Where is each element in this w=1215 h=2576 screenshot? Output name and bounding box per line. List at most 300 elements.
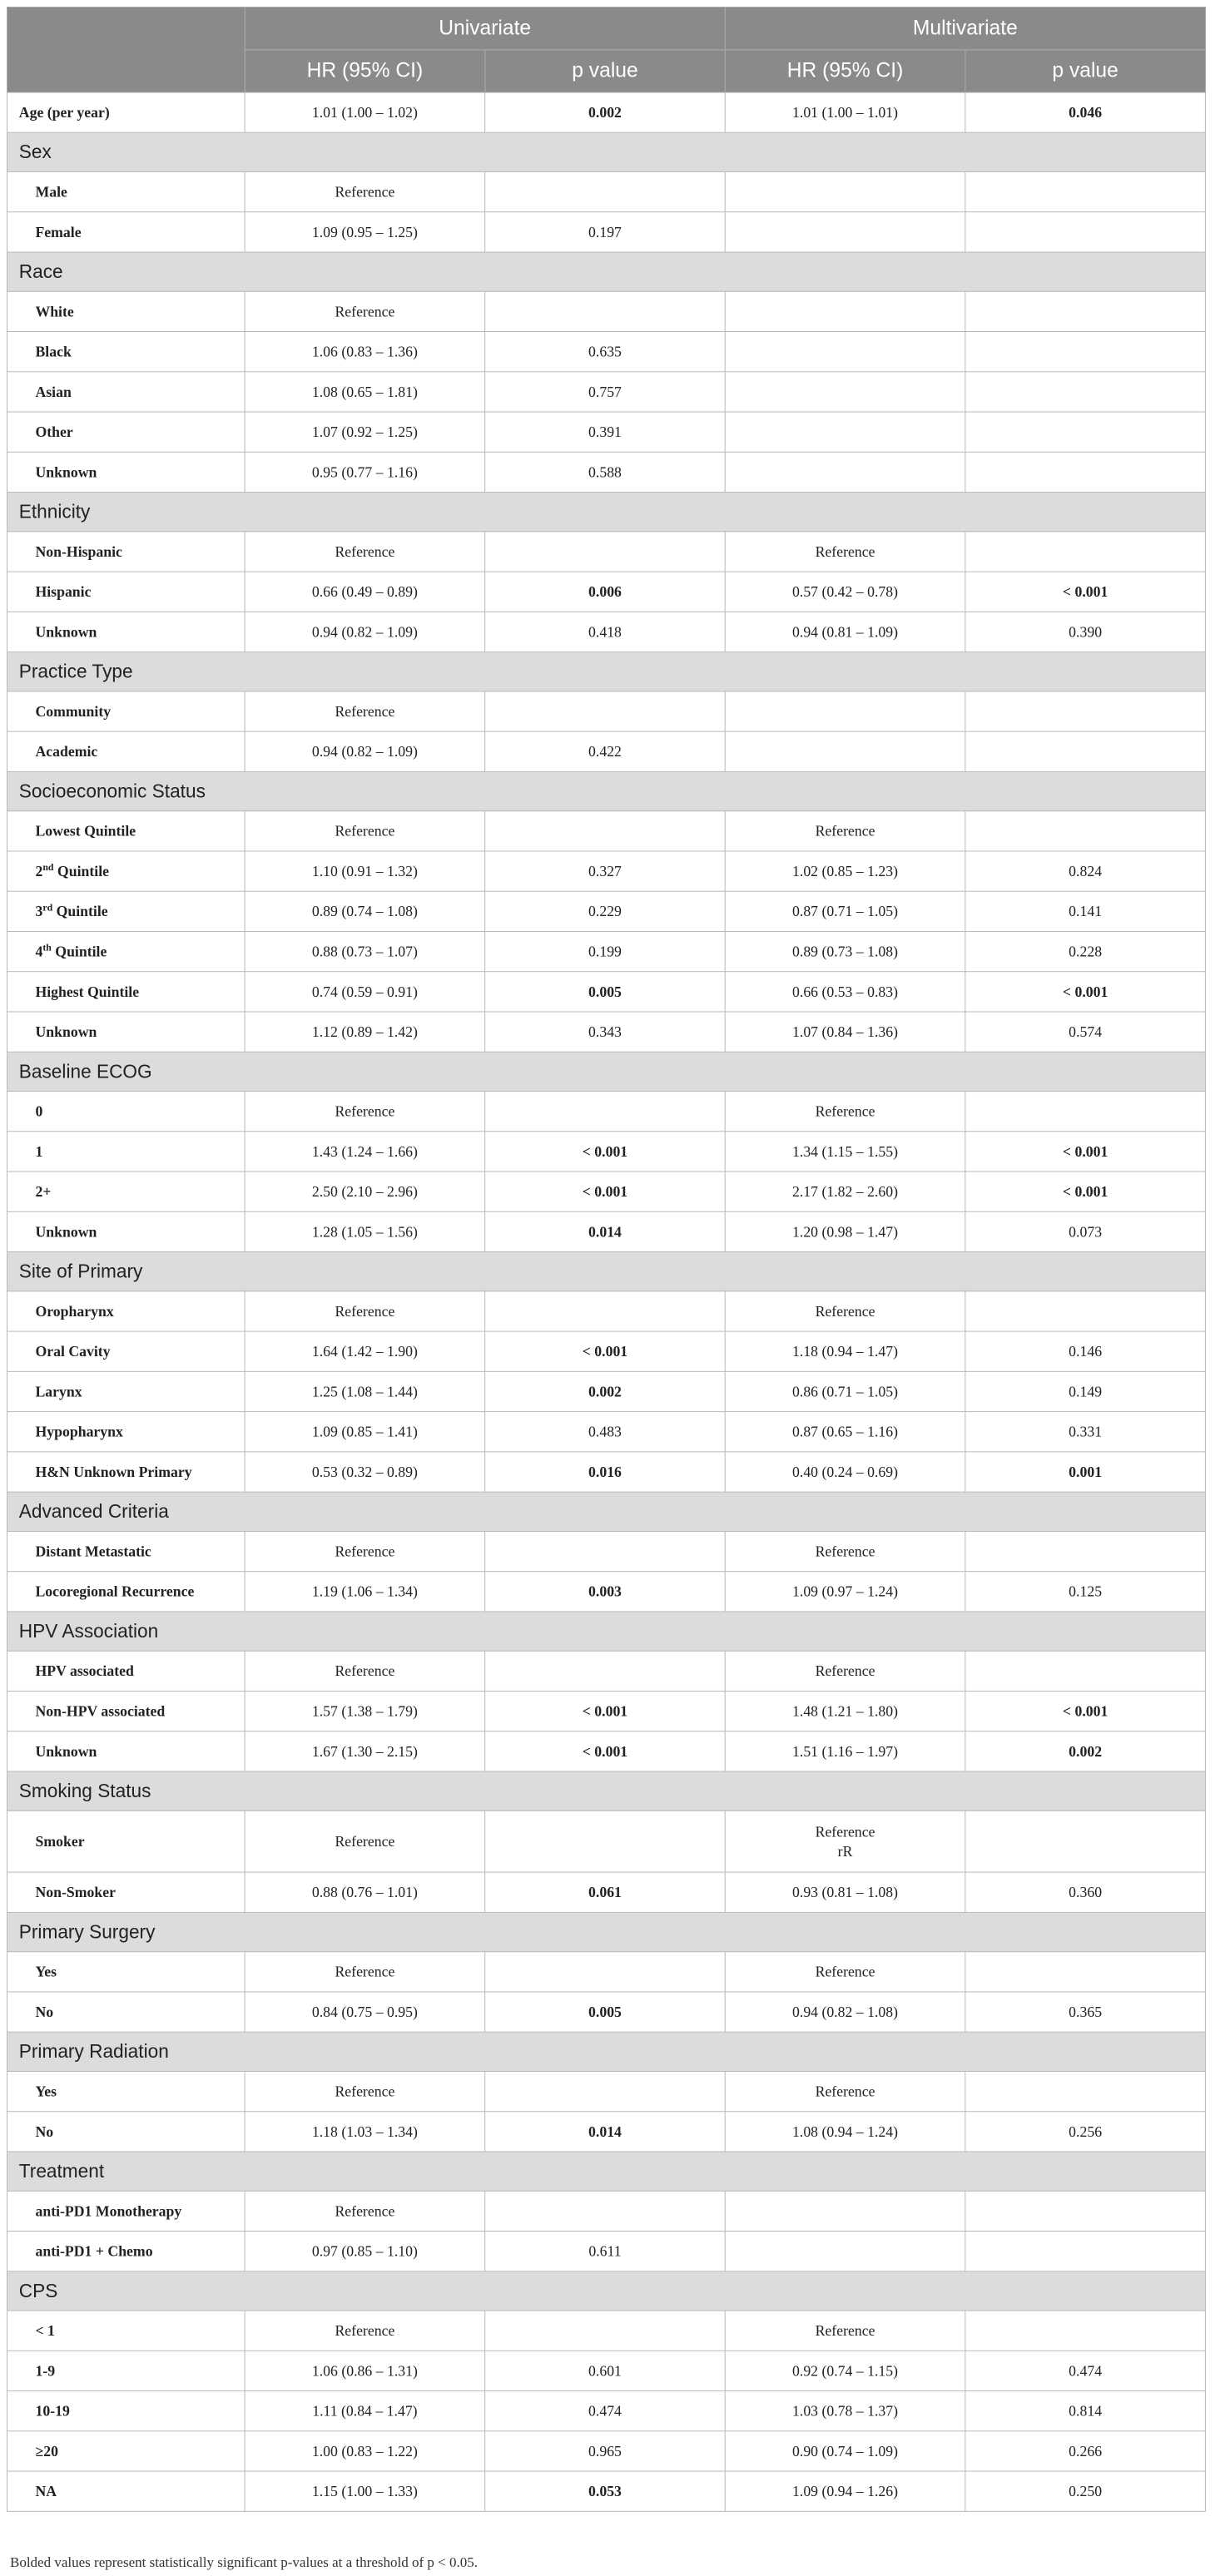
cell-value: 1.51 (1.16 – 1.97) bbox=[792, 1742, 899, 1760]
cell-value: Reference bbox=[335, 1102, 395, 1120]
row-label bbox=[7, 412, 245, 452]
row-label-text: Locoregional Recurrence bbox=[35, 1583, 195, 1600]
row-label-text: 1 bbox=[35, 1142, 43, 1160]
cell-value: 0.66 (0.53 – 0.83) bbox=[792, 983, 899, 1000]
cell-value: Reference bbox=[335, 1832, 395, 1850]
cell-value: 0.74 (0.59 – 0.91) bbox=[311, 983, 418, 1000]
row-label-text: Distant Metastatic bbox=[35, 1543, 151, 1559]
row-label-suffix: Quintile bbox=[51, 943, 107, 959]
row-label-text: Unknown bbox=[35, 623, 97, 640]
multivariate-hr-cell bbox=[725, 1012, 965, 1052]
multivariate-p-cell bbox=[965, 891, 1206, 931]
multivariate-p-cell bbox=[965, 1371, 1206, 1411]
univariate-hr-cell bbox=[245, 1452, 485, 1492]
cell-value: 0.474 bbox=[588, 2402, 622, 2420]
group-header-row bbox=[7, 1771, 1205, 1811]
table-row bbox=[7, 612, 1205, 651]
cell-value: Reference bbox=[815, 1662, 875, 1679]
row-label bbox=[7, 1211, 245, 1251]
cell-value: 1.25 (1.08 – 1.44) bbox=[311, 1383, 418, 1399]
table-row bbox=[7, 1651, 1205, 1691]
univariate-hr-cell bbox=[245, 972, 485, 1012]
row-label bbox=[7, 2191, 245, 2231]
multivariate-hr-cell bbox=[725, 691, 965, 731]
row-label bbox=[7, 851, 245, 891]
univariate-hr-cell bbox=[245, 412, 485, 452]
cell-value: 0.014 bbox=[588, 2123, 622, 2140]
table-row bbox=[7, 972, 1205, 1012]
table-row bbox=[7, 891, 1205, 931]
multivariate-hr-cell bbox=[725, 1531, 965, 1571]
row-label-text: Community bbox=[35, 702, 112, 720]
cell-value: 0.965 bbox=[588, 2442, 622, 2460]
multivariate-p-cell bbox=[965, 452, 1206, 492]
univariate-p-cell bbox=[485, 1452, 726, 1492]
univariate-p-cell bbox=[485, 2431, 726, 2471]
row-label bbox=[7, 2391, 245, 2431]
multivariate-hr-cell bbox=[725, 372, 965, 412]
univariate-p-cell bbox=[485, 1992, 726, 2032]
row-label bbox=[7, 532, 245, 572]
table-row bbox=[7, 1092, 1205, 1132]
table-row bbox=[7, 1531, 1205, 1571]
univariate-hr-cell bbox=[245, 1872, 485, 1912]
univariate-p-cell bbox=[485, 572, 726, 612]
multivariate-p-cell bbox=[965, 2311, 1206, 2351]
univariate-p-cell bbox=[485, 1092, 726, 1132]
cell-value: 1.43 (1.24 – 1.66) bbox=[311, 1142, 418, 1160]
univariate-hr-cell bbox=[245, 2311, 485, 2351]
univariate-hr-cell bbox=[245, 1952, 485, 1992]
table-row bbox=[7, 931, 1205, 971]
group-label: Baseline ECOG bbox=[7, 1052, 1205, 1091]
header-univariate-hr: HR (95% CI) bbox=[245, 50, 485, 92]
univariate-hr-cell bbox=[245, 572, 485, 612]
table-row bbox=[7, 1572, 1205, 1612]
cell-value: 0.90 (0.74 – 1.09) bbox=[792, 2442, 899, 2460]
multivariate-hr-cell bbox=[725, 92, 965, 132]
multivariate-p-cell bbox=[965, 931, 1206, 971]
univariate-hr-cell bbox=[245, 1531, 485, 1571]
group-label: Ethnicity bbox=[7, 493, 1205, 532]
multivariate-hr-cell bbox=[725, 1952, 965, 1992]
univariate-hr-cell bbox=[245, 2351, 485, 2390]
row-label-text: 1-9 bbox=[35, 2362, 56, 2379]
table-row bbox=[7, 332, 1205, 372]
cell-value: 0.014 bbox=[588, 1223, 622, 1240]
table-row bbox=[7, 1412, 1205, 1452]
row-label bbox=[7, 92, 245, 132]
row-label bbox=[7, 1092, 245, 1132]
univariate-p-cell bbox=[485, 612, 726, 651]
cell-value: 0.97 (0.85 – 1.10) bbox=[311, 2242, 418, 2259]
row-label bbox=[7, 452, 245, 492]
cell-value: 1.19 (1.06 – 1.34) bbox=[311, 1583, 418, 1600]
row-label-text: 10-19 bbox=[35, 2402, 70, 2420]
cell-value: 1.10 (0.91 – 1.32) bbox=[311, 862, 418, 879]
univariate-hr-cell bbox=[245, 931, 485, 971]
cell-value: Reference bbox=[335, 1543, 395, 1559]
row-label bbox=[7, 811, 245, 851]
cell-value: < 0.001 bbox=[582, 1702, 628, 1719]
row-label-text: Yes bbox=[35, 2083, 57, 2099]
cell-value: 1.06 (0.83 – 1.36) bbox=[311, 343, 418, 359]
cell-value: 0.474 bbox=[1069, 2362, 1103, 2379]
multivariate-hr-cell bbox=[725, 1731, 965, 1771]
univariate-p-cell bbox=[485, 1691, 726, 1731]
row-label bbox=[7, 1992, 245, 2032]
table-wrapper bbox=[7, 7, 1205, 2512]
cell-value: Reference rR bbox=[815, 1823, 875, 1860]
cell-value: 1.08 (0.94 – 1.24) bbox=[792, 2123, 899, 2140]
row-label-text: 0 bbox=[35, 1102, 43, 1120]
row-label bbox=[7, 332, 245, 372]
multivariate-p-cell bbox=[965, 412, 1206, 452]
table-row bbox=[7, 731, 1205, 771]
cell-value: 0.146 bbox=[1069, 1342, 1103, 1360]
row-label bbox=[7, 612, 245, 651]
table-row bbox=[7, 1172, 1205, 1211]
univariate-hr-cell bbox=[245, 2112, 485, 2152]
multivariate-hr-cell bbox=[725, 1412, 965, 1452]
row-label bbox=[7, 1731, 245, 1771]
row-label-text: Non-HPV associated bbox=[35, 1702, 166, 1719]
row-label-text: Oral Cavity bbox=[35, 1342, 111, 1360]
row-label-text: No bbox=[35, 2003, 54, 2020]
cell-value: Reference bbox=[335, 2083, 395, 2099]
cell-value: < 0.001 bbox=[1062, 1702, 1108, 1719]
cell-value: 1.00 (0.83 – 1.22) bbox=[311, 2442, 418, 2460]
univariate-p-cell bbox=[485, 1172, 726, 1211]
multivariate-hr-cell bbox=[725, 1211, 965, 1251]
cell-value: 0.360 bbox=[1069, 1883, 1103, 1900]
multivariate-p-cell bbox=[965, 332, 1206, 372]
multivariate-hr-cell bbox=[725, 1452, 965, 1492]
univariate-p-cell bbox=[485, 2351, 726, 2390]
group-header-row bbox=[7, 252, 1205, 291]
row-label-suffix: Quintile bbox=[52, 902, 108, 919]
row-label bbox=[7, 291, 245, 331]
cell-value: Reference bbox=[335, 1963, 395, 1980]
table-row bbox=[7, 1211, 1205, 1251]
cell-value: 2.50 (2.10 – 2.96) bbox=[311, 1182, 418, 1200]
cell-value: 0.365 bbox=[1069, 2003, 1103, 2020]
row-label bbox=[7, 1452, 245, 1492]
cell-value: 1.18 (0.94 – 1.47) bbox=[792, 1342, 899, 1360]
table-row bbox=[7, 2232, 1205, 2271]
row-label bbox=[7, 1291, 245, 1331]
cell-value: 0.92 (0.74 – 1.15) bbox=[792, 2362, 899, 2379]
cell-value: 0.601 bbox=[588, 2362, 622, 2379]
univariate-hr-cell bbox=[245, 1691, 485, 1731]
cell-value: 0.422 bbox=[588, 742, 622, 760]
univariate-p-cell bbox=[485, 2311, 726, 2351]
row-label-text: 2 bbox=[35, 862, 43, 879]
multivariate-hr-cell bbox=[725, 212, 965, 252]
cell-value: 0.87 (0.65 – 1.16) bbox=[792, 1423, 899, 1440]
multivariate-p-cell bbox=[965, 2232, 1206, 2271]
group-header-row bbox=[7, 132, 1205, 171]
cell-value: 0.94 (0.82 – 1.08) bbox=[792, 2003, 899, 2020]
cell-value: 0.757 bbox=[588, 383, 622, 400]
table-row bbox=[7, 212, 1205, 252]
row-label-text: anti-PD1 + Chemo bbox=[35, 2242, 153, 2259]
row-label-text: Age (per year) bbox=[18, 103, 110, 121]
cell-value: 0.125 bbox=[1069, 1583, 1103, 1600]
univariate-hr-cell bbox=[245, 1412, 485, 1452]
multivariate-p-cell bbox=[965, 532, 1206, 572]
univariate-p-cell bbox=[485, 452, 726, 492]
multivariate-hr-cell bbox=[725, 1651, 965, 1691]
univariate-p-cell bbox=[485, 731, 726, 771]
group-header-row bbox=[7, 1052, 1205, 1091]
cell-value: < 0.001 bbox=[1062, 983, 1108, 1000]
univariate-hr-cell bbox=[245, 851, 485, 891]
row-label bbox=[7, 372, 245, 412]
row-label bbox=[7, 1651, 245, 1691]
row-label-text: Asian bbox=[35, 383, 72, 400]
univariate-p-cell bbox=[485, 972, 726, 1012]
multivariate-hr-cell bbox=[725, 1371, 965, 1411]
row-label-superscript: rd bbox=[42, 901, 53, 913]
cell-value: < 0.001 bbox=[582, 1182, 628, 1200]
cell-value: Reference bbox=[335, 1302, 395, 1320]
table-row bbox=[7, 811, 1205, 851]
row-label bbox=[7, 2471, 245, 2511]
multivariate-p-cell bbox=[965, 1731, 1206, 1771]
row-label bbox=[7, 1012, 245, 1052]
row-label-text: No bbox=[35, 2123, 54, 2140]
univariate-p-cell bbox=[485, 1651, 726, 1691]
cell-value: 0.228 bbox=[1069, 943, 1103, 959]
multivariate-p-cell bbox=[965, 1452, 1206, 1492]
cell-value: 0.89 (0.73 – 1.08) bbox=[792, 943, 899, 959]
cell-value: 1.01 (1.00 – 1.02) bbox=[311, 103, 418, 121]
row-label bbox=[7, 1691, 245, 1731]
univariate-hr-cell bbox=[245, 2391, 485, 2431]
univariate-hr-cell bbox=[245, 1092, 485, 1132]
row-label bbox=[7, 1132, 245, 1172]
univariate-hr-cell bbox=[245, 891, 485, 931]
univariate-p-cell bbox=[485, 891, 726, 931]
cell-value: 1.15 (1.00 – 1.33) bbox=[311, 2482, 418, 2499]
multivariate-hr-cell bbox=[725, 2471, 965, 2511]
cell-value: 0.327 bbox=[588, 862, 622, 879]
cell-value: 0.141 bbox=[1069, 902, 1103, 919]
cell-value: 0.390 bbox=[1069, 623, 1103, 640]
multivariate-hr-cell bbox=[725, 1811, 965, 1872]
cell-value: Reference bbox=[335, 303, 395, 320]
row-label-text: Yes bbox=[35, 1963, 57, 1980]
multivariate-hr-cell bbox=[725, 612, 965, 651]
row-label-text: Female bbox=[35, 223, 82, 240]
table-row bbox=[7, 171, 1205, 211]
univariate-hr-cell bbox=[245, 1731, 485, 1771]
group-label: Primary Surgery bbox=[7, 1912, 1205, 1951]
cell-value: 0.003 bbox=[588, 1583, 622, 1600]
row-label-text: 2+ bbox=[35, 1182, 52, 1200]
row-label-text: 3 bbox=[35, 902, 43, 919]
table-row bbox=[7, 1952, 1205, 1992]
univariate-hr-cell bbox=[245, 2431, 485, 2471]
group-label: Site of Primary bbox=[7, 1252, 1205, 1291]
multivariate-hr-cell bbox=[725, 851, 965, 891]
row-label-text: Unknown bbox=[35, 1742, 97, 1760]
univariate-hr-cell bbox=[245, 1811, 485, 1872]
cell-value: 1.34 (1.15 – 1.55) bbox=[792, 1142, 899, 1160]
multivariate-p-cell bbox=[965, 1291, 1206, 1331]
table-row bbox=[7, 2471, 1205, 2511]
cell-value: 0.87 (0.71 – 1.05) bbox=[792, 902, 899, 919]
cell-value: 0.588 bbox=[588, 463, 622, 480]
multivariate-p-cell bbox=[965, 2191, 1206, 2231]
cell-value: 0.94 (0.82 – 1.09) bbox=[311, 623, 418, 640]
multivariate-p-cell bbox=[965, 2391, 1206, 2431]
multivariate-hr-cell bbox=[725, 931, 965, 971]
cell-value: < 0.001 bbox=[1062, 1182, 1108, 1200]
group-label: Race bbox=[7, 252, 1205, 291]
multivariate-hr-cell bbox=[725, 1132, 965, 1172]
multivariate-p-cell bbox=[965, 811, 1206, 851]
univariate-hr-cell bbox=[245, 212, 485, 252]
group-header-row bbox=[7, 771, 1205, 810]
cell-value: 0.94 (0.81 – 1.09) bbox=[792, 623, 899, 640]
univariate-p-cell bbox=[485, 1731, 726, 1771]
cell-value: 0.418 bbox=[588, 623, 622, 640]
cell-value: 0.94 (0.82 – 1.09) bbox=[311, 742, 418, 760]
row-label-text: Unknown bbox=[35, 463, 97, 480]
cell-value: 1.18 (1.03 – 1.34) bbox=[311, 2123, 418, 2140]
table-row bbox=[7, 1731, 1205, 1771]
row-label bbox=[7, 1811, 245, 1872]
cell-value: < 0.001 bbox=[582, 1742, 628, 1760]
multivariate-p-cell bbox=[965, 851, 1206, 891]
univariate-hr-cell bbox=[245, 92, 485, 132]
row-label-text: HPV associated bbox=[35, 1662, 134, 1679]
table-row bbox=[7, 1872, 1205, 1912]
cell-value: 1.12 (0.89 – 1.42) bbox=[311, 1023, 418, 1040]
header-univariate-p: p value bbox=[485, 50, 726, 92]
row-label-text: NA bbox=[35, 2482, 57, 2499]
header-univariate: Univariate bbox=[245, 7, 725, 49]
multivariate-hr-cell bbox=[725, 532, 965, 572]
row-label-text: 4 bbox=[35, 943, 43, 959]
univariate-hr-cell bbox=[245, 332, 485, 372]
cell-value: Reference bbox=[335, 702, 395, 720]
table-row bbox=[7, 372, 1205, 412]
cell-value: 1.07 (0.84 – 1.36) bbox=[792, 1023, 899, 1040]
row-label-text: White bbox=[35, 303, 74, 320]
cell-value: 0.53 (0.32 – 0.89) bbox=[311, 1463, 418, 1480]
univariate-hr-cell bbox=[245, 1211, 485, 1251]
cell-value: Reference bbox=[335, 2202, 395, 2219]
univariate-hr-cell bbox=[245, 2071, 485, 2111]
cell-value: < 0.001 bbox=[582, 1142, 628, 1160]
table-row bbox=[7, 2391, 1205, 2431]
row-label bbox=[7, 2071, 245, 2111]
univariate-hr-cell bbox=[245, 1012, 485, 1052]
table-header bbox=[7, 7, 1205, 92]
univariate-p-cell bbox=[485, 1132, 726, 1172]
table-row bbox=[7, 691, 1205, 731]
row-label bbox=[7, 1572, 245, 1612]
cell-value: 0.250 bbox=[1069, 2482, 1103, 2499]
univariate-p-cell bbox=[485, 1331, 726, 1371]
table-row bbox=[7, 1132, 1205, 1172]
multivariate-hr-cell bbox=[725, 1092, 965, 1132]
table-row bbox=[7, 1371, 1205, 1411]
multivariate-p-cell bbox=[965, 1172, 1206, 1211]
multivariate-p-cell bbox=[965, 1872, 1206, 1912]
row-label bbox=[7, 931, 245, 971]
cell-value: 0.66 (0.49 – 0.89) bbox=[311, 582, 418, 600]
multivariate-p-cell bbox=[965, 1651, 1206, 1691]
cell-value: 0.40 (0.24 – 0.69) bbox=[792, 1463, 899, 1480]
cell-value: Reference bbox=[815, 822, 875, 840]
row-label bbox=[7, 1531, 245, 1571]
table-row bbox=[7, 2431, 1205, 2471]
cell-value: 1.67 (1.30 – 2.15) bbox=[311, 1742, 418, 1760]
univariate-p-cell bbox=[485, 2232, 726, 2271]
cell-value: 1.02 (0.85 – 1.23) bbox=[792, 862, 899, 879]
cell-value: 0.073 bbox=[1069, 1223, 1103, 1240]
cell-value: 0.635 bbox=[588, 343, 622, 359]
multivariate-p-cell bbox=[965, 1992, 1206, 2032]
cell-value: 0.199 bbox=[588, 943, 622, 959]
univariate-hr-cell bbox=[245, 691, 485, 731]
row-label bbox=[7, 2232, 245, 2271]
univariate-hr-cell bbox=[245, 2471, 485, 2511]
row-label-suffix: Quintile bbox=[53, 862, 109, 879]
row-label bbox=[7, 691, 245, 731]
table-row bbox=[7, 1691, 1205, 1731]
cell-value: 0.57 (0.42 – 0.78) bbox=[792, 582, 899, 600]
multivariate-p-cell bbox=[965, 731, 1206, 771]
row-label bbox=[7, 972, 245, 1012]
cell-value: Reference bbox=[815, 1302, 875, 1320]
multivariate-hr-cell bbox=[725, 291, 965, 331]
row-label bbox=[7, 1412, 245, 1452]
univariate-p-cell bbox=[485, 212, 726, 252]
row-label-text: Unknown bbox=[35, 1223, 97, 1240]
row-label-text: Non-Hispanic bbox=[35, 542, 122, 560]
cell-value: 0.824 bbox=[1069, 862, 1103, 879]
group-header-row bbox=[7, 2152, 1205, 2191]
row-label-text: anti-PD1 Monotherapy bbox=[35, 2202, 182, 2219]
row-label-text: Non-Smoker bbox=[35, 1883, 116, 1900]
multivariate-p-cell bbox=[965, 2431, 1206, 2471]
cell-value: 0.88 (0.76 – 1.01) bbox=[311, 1883, 418, 1900]
cell-value: Reference bbox=[335, 1662, 395, 1679]
row-label bbox=[7, 212, 245, 252]
group-label: Treatment bbox=[7, 2152, 1205, 2191]
univariate-p-cell bbox=[485, 1572, 726, 1612]
row-label bbox=[7, 891, 245, 931]
univariate-p-cell bbox=[485, 691, 726, 731]
table-row bbox=[7, 572, 1205, 612]
cell-value: 0.391 bbox=[588, 423, 622, 440]
row-label bbox=[7, 1172, 245, 1211]
univariate-p-cell bbox=[485, 532, 726, 572]
row-label bbox=[7, 1872, 245, 1912]
row-label bbox=[7, 171, 245, 211]
row-label bbox=[7, 1952, 245, 1992]
univariate-hr-cell bbox=[245, 1291, 485, 1331]
multivariate-p-cell bbox=[965, 212, 1206, 252]
row-label-text: Lowest Quintile bbox=[35, 822, 136, 840]
univariate-p-cell bbox=[485, 1012, 726, 1052]
multivariate-p-cell bbox=[965, 572, 1206, 612]
